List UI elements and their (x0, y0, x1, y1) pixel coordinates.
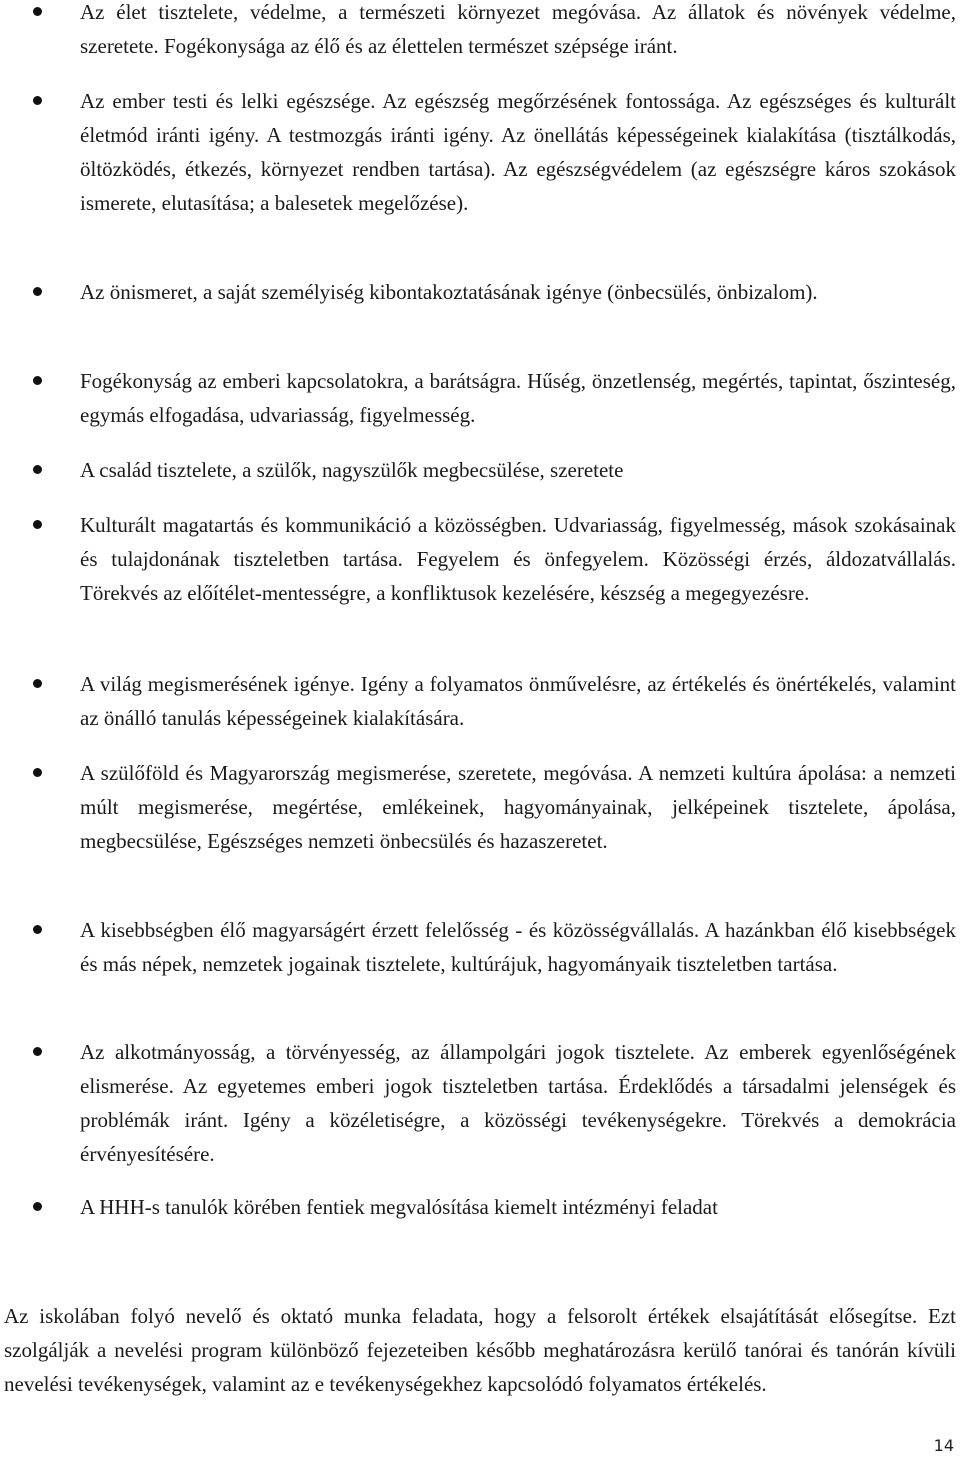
bullet-icon (33, 7, 42, 16)
list-item (80, 913, 956, 981)
list-item-text: A szülőföld és Magyarország megismerése, szeretete, megóvása. A nemzeti kultúra ápolása: a nemzeti múlt megismerése, megértése, emlékeinek, hagyományainak, jelképeinek tisztelete, ápolása, megbecsülése, Egészséges nemzeti önbecsülés és hazaszeretet. (80, 761, 956, 853)
bullet-icon (33, 679, 42, 688)
list-item-text: Kulturált magatartás és kommunikáció a közösségben. Udvariasság, figyelmesség, mások szokásainak és tulajdonának tiszteletben tartása. Fegyelem és önfegyelem. Közösségi érzés, áldozatvállalás. Törekvés az előítélet-mentességre, a konfliktusok kezelésére, készség a megegyezésre. (80, 513, 956, 605)
list-item (80, 667, 956, 735)
list-item (80, 275, 956, 309)
list-item-text: A kisebbségben élő magyarságért érzett felelősség - és közösségvállalás. A hazánkban élő kisebbségek és más népek, nemzetek jogainak tisztelete, kultúrájuk, hagyományaik tiszteletben tartása. (80, 918, 956, 976)
list-item (80, 84, 956, 220)
bullet-icon (33, 1202, 42, 1211)
list-item (80, 364, 956, 432)
list-item-text: Az élet tisztelete, védelme, a természeti környezet megóvása. Az állatok és növények védelme, szeretete. Fogékonysága az élő és az élettelen természet szépsége iránt. (80, 0, 956, 58)
list-item (80, 756, 956, 858)
list-item (80, 1190, 956, 1224)
list-item (80, 453, 956, 487)
list-item (80, 0, 956, 63)
bullet-icon (33, 465, 42, 474)
bullet-icon (33, 376, 42, 385)
bullet-icon (33, 1047, 42, 1056)
bullet-icon (33, 287, 42, 296)
closing-paragraph: Az iskolában folyó nevelő és oktató munka feladata, hogy a felsorolt értékek elsajátítását elősegítse. Ezt szolgálják a nevelési program különböző fejezeteiben később meghatározásra kerülő tanórai és tanórán kívüli nevelési tevékenységek, valamint az e tevékenységekhez kapcsolódó folyamatos értékelés. (4, 1304, 956, 1396)
list-item-text: A család tisztelete, a szülők, nagyszülők megbecsülése, szeretete (80, 458, 624, 482)
list-item-text: A HHH-s tanulók körében fentiek megvalósítása kiemelt intézményi feladat (80, 1195, 718, 1219)
list-item-text: Az önismeret, a saját személyiség kibontakoztatásának igénye (önbecsülés, önbizalom). (80, 280, 818, 304)
list-item-text: Fogékonyság az emberi kapcsolatokra, a barátságra. Hűség, önzetlenség, megértés, tapintat, őszinteség, egymás elfogadása, udvariasság, figyelmesség. (80, 369, 956, 427)
bullet-icon (33, 768, 42, 777)
bullet-icon (33, 925, 42, 934)
bullet-icon (33, 96, 42, 105)
list-item-text: Az alkotmányosság, a törvényesség, az állampolgári jogok tisztelete. Az emberek egyenlőségének elismerése. Az egyetemes emberi jogok tiszteletben tartása. Érdeklődés a társadalmi jelenségek és problémák iránt. Igény a közéletiségre, a közösségi tevékenységekre. Törekvés a demokrácia érvényesítésére. (80, 1040, 956, 1166)
bullet-icon (33, 520, 42, 529)
list-item (80, 1035, 956, 1171)
page-number: 14 (933, 1436, 954, 1455)
list-item (80, 508, 956, 610)
list-item-text: A világ megismerésének igénye. Igény a folyamatos önművelésre, az értékelés és önértékelés, valamint az önálló tanulás képességeinek kialakítására. (80, 672, 956, 730)
list-item-text: Az ember testi és lelki egészsége. Az egészség megőrzésének fontossága. Az egészséges és kulturált életmód iránti igény. A testmozgás iránti igény. Az önellátás képességeinek kialakítása (tisztálkodás, öltözködés, étkezés, környezet rendben tartása). Az egészségvédelem (az egészségre káros szokások ismerete, elutasítása; a balesetek megelőzése). (80, 89, 956, 215)
